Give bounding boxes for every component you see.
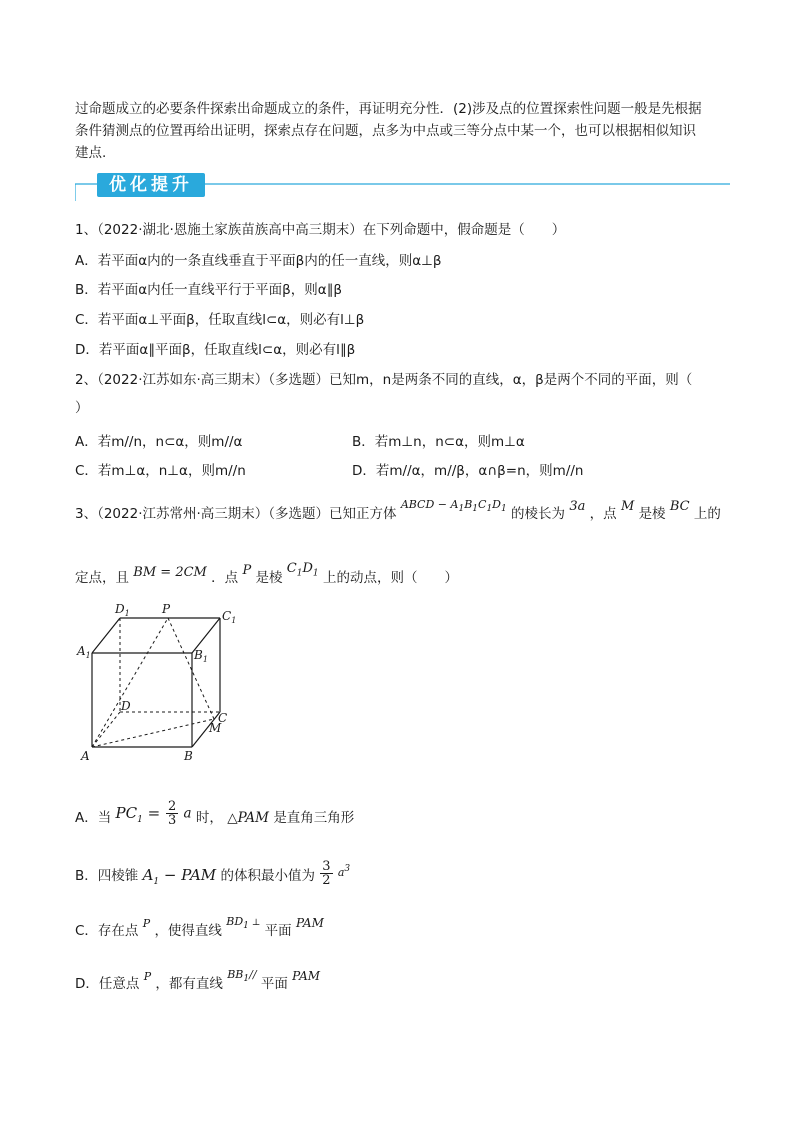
- q3-cube-part-2: B: [464, 498, 473, 511]
- label-c: C: [218, 711, 228, 725]
- q3-option-b: [75, 860, 350, 887]
- q3-c1d1-c: C: [286, 561, 297, 576]
- q3-option-d-bb: BB: [227, 968, 244, 981]
- q3-point-p: P: [242, 563, 252, 578]
- q3-option-c-bd1: [226, 915, 261, 932]
- q3-stem-d: 是棱: [638, 506, 666, 522]
- q3-cube-sub-1: 1: [458, 504, 465, 515]
- segment-a-p: [92, 618, 168, 747]
- label-p: P: [162, 602, 171, 616]
- q3-option-c-mid: ，使得直线: [154, 923, 222, 939]
- q3-option-c-pam: PAM: [295, 916, 324, 930]
- q3-option-b-num: 3: [322, 859, 331, 874]
- label-b1: $B_1$: [194, 648, 208, 664]
- q3-edge-c1d1: [286, 561, 319, 579]
- q3-stem-line-2: [75, 561, 458, 589]
- q3-option-c-bd: BD: [226, 915, 244, 928]
- q3-option-a-fraction: [166, 800, 178, 827]
- q3-option-a-when: 时，: [195, 809, 223, 826]
- q3-stem-line-1: [75, 498, 721, 524]
- q3-stem-e: 上的: [693, 506, 721, 522]
- label-c1: $C_1$: [222, 609, 237, 625]
- label-a: A: [81, 749, 90, 763]
- q3-bm-relation: BM = 2CM: [133, 565, 207, 580]
- q1-option-c: C．若平面α⊥平面β，任取直线l⊂α，则必有l⊥β: [75, 312, 365, 328]
- q3-option-b-a: a: [337, 865, 345, 879]
- q3-option-a: [75, 800, 354, 827]
- label-m: M: [209, 721, 222, 735]
- q3-c1d1-d: D: [302, 561, 313, 576]
- q3-stem-c: ，点: [589, 506, 617, 522]
- q3-option-c-rel: ⊥: [251, 918, 261, 928]
- label-d: D: [121, 699, 131, 713]
- q3-pyramid-pam: − PAM: [159, 865, 217, 884]
- q3-option-a-a: a: [183, 805, 192, 822]
- q3-pyramid-name: [142, 865, 217, 887]
- q1-option-b: B．若平面α内任一直线平行于平面β，则α∥β: [75, 282, 343, 298]
- q3-option-a-prefix: A．当: [75, 809, 112, 826]
- q3-cube-part-4: D: [492, 498, 501, 511]
- q3-pc1: [115, 803, 165, 825]
- q3-option-d-prefix: D．任意点: [75, 976, 140, 992]
- q2-option-b: B．若m⊥n，n⊂α，则m⊥α: [352, 434, 525, 450]
- q3-line2-a: 定点，且: [75, 570, 129, 586]
- q3-option-d-plane: 平面: [260, 976, 288, 992]
- q2-option-c: C．若m⊥α，n⊥α，则m//n: [75, 463, 246, 479]
- q3-option-d-mid: ，都有直线: [155, 976, 223, 992]
- intro-line-3: 建点.: [75, 145, 107, 161]
- q3-pc1-eq: =: [142, 803, 165, 822]
- segment-p-m: [168, 618, 214, 719]
- q3-line2-c: 是棱: [255, 570, 283, 586]
- q3-option-d-bb1: [227, 968, 257, 985]
- q3-option-c-prefix: C．存在点: [75, 923, 139, 939]
- q3-line2-b: ．点: [211, 570, 239, 586]
- q3-pc1-sub: 1: [137, 814, 143, 825]
- q3-c1d1-sub-2: 1: [312, 568, 319, 579]
- q3-cube-part-1: ABCD − A: [400, 498, 459, 511]
- q1-stem: 1、（2022·湖北·恩施土家族苗族高中高三期末）在下列命题中，假命题是（ ）: [75, 222, 566, 238]
- q3-cube-sub-4: 1: [501, 504, 507, 515]
- q1-option-a: A．若平面α内的一条直线垂直于平面β内的任一直线，则α⊥β: [75, 253, 442, 269]
- q3-edge-bc: BC: [669, 499, 690, 514]
- label-d1: $D_1$: [115, 602, 130, 618]
- q2-option-a: A．若m//n，n⊂α，则m//α: [75, 434, 243, 450]
- q3-option-a-suffix: 是直角三角形: [273, 809, 355, 826]
- q3-point-m: M: [620, 499, 635, 514]
- q3-option-d-rel: //: [249, 968, 257, 981]
- q2-option-d: D．若m//α，m//β，α∩β=n，则m//n: [352, 463, 584, 479]
- label-b: B: [184, 749, 193, 763]
- label-a1: $A_1$: [77, 644, 91, 660]
- q3-option-a-den: 3: [167, 813, 177, 828]
- q3-stem-b: 的棱长为: [511, 506, 566, 522]
- q3-option-d-sub: 1: [243, 974, 250, 985]
- q3-option-d-p: P: [143, 970, 152, 983]
- q3-pc1-main: PC: [115, 803, 138, 822]
- q2-stem-line-2: ）: [75, 400, 89, 416]
- q3-option-a-num: 2: [167, 799, 177, 814]
- q3-cube-name: [400, 498, 507, 515]
- q3-triangle-pam: △PAM: [227, 809, 270, 826]
- q3-option-b-fraction: [320, 860, 332, 887]
- q3-option-c: [75, 915, 324, 941]
- q2-stem-line-1: 2、（2022·江苏如东·高三期末）（多选题）已知m，n是两条不同的直线，α，β是两个不同的平面，则（: [75, 372, 693, 388]
- q3-stem-a: 3、（2022·江苏常州·高三期末）（多选题）已知正方体: [75, 506, 397, 522]
- q3-cube-sub-2: 1: [472, 504, 479, 515]
- edge-a1-d1: [92, 618, 120, 653]
- section-banner: [75, 171, 730, 201]
- q3-pyramid-sub: 1: [153, 876, 160, 887]
- q3-edge-length: 3a: [569, 499, 586, 514]
- q3-option-b-mid: 的体积最小值为: [220, 867, 315, 884]
- q3-line2-d: 上的动点，则（ ）: [322, 570, 458, 586]
- q3-option-d: [75, 968, 321, 994]
- q3-option-d-pam: PAM: [292, 969, 321, 983]
- q3-cube-sub-3: 1: [486, 504, 493, 515]
- q3-option-c-p: P: [142, 917, 151, 930]
- q3-pyramid-a1: A: [142, 865, 154, 884]
- cube-figure: [75, 600, 245, 770]
- q3-option-b-a-cubed: [337, 863, 351, 879]
- q3-c1d1-sub-1: 1: [296, 568, 303, 579]
- banner-label: 优化提升: [97, 173, 205, 197]
- intro-line-2: 条件猜测点的位置再给出证明，探索点存在问题，点多为中点或三等分点中某一个，也可以根据相似知识: [75, 123, 696, 139]
- intro-line-1: 过命题成立的必要条件探索出命题成立的条件，再证明充分性．(2)涉及点的位置探索性问题一般是先根据: [75, 101, 702, 117]
- q3-option-b-den: 2: [322, 873, 331, 888]
- q3-option-c-sub: 1: [243, 921, 249, 932]
- q1-option-d: D．若平面α∥平面β，任取直线l⊂α，则必有l∥β: [75, 342, 356, 358]
- q3-option-b-prefix: B．四棱锥: [75, 867, 139, 884]
- q3-option-c-plane: 平面: [264, 923, 292, 939]
- q3-cube-part-3: C: [478, 498, 487, 511]
- q3-option-b-exp: 3: [344, 863, 351, 874]
